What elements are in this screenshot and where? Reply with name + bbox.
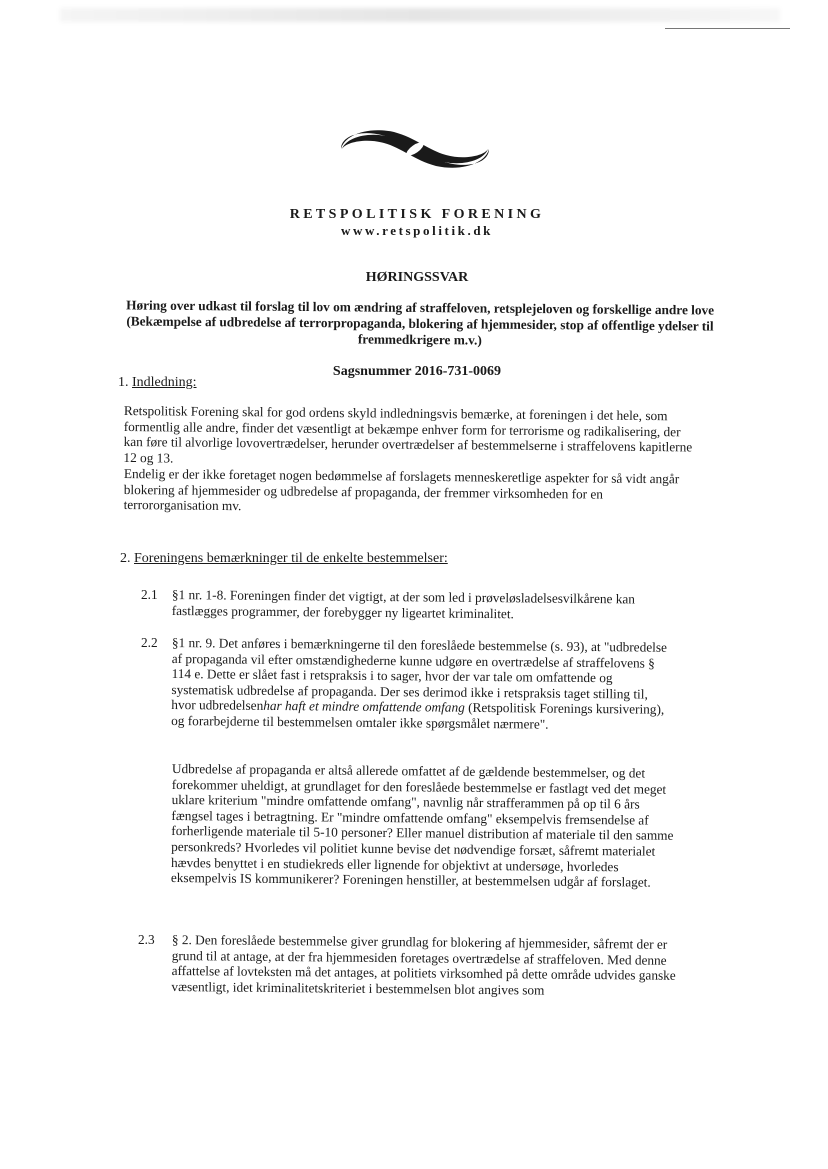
item-text-part: §1 nr. 9. Det anføres i bemærkningerne til den foreslåede bestemmelse (s. 93), at "udbredelse af propaganda vil efter omstændighederne kunne udgøre en overtrædelse af straffelovens § 114 e. Dette er slået fast i retspraksis i to sager, hvor der var tale om omfattende og systematisk udbredelse af propaganda. Der ses derimod ikke i retspraksis taget stilling til, hvor udbredelsen <box>171 635 668 714</box>
section-title: Indledning: <box>132 375 197 390</box>
section-number: 1. <box>118 375 129 390</box>
case-number: Sagsnummer 2016-731-0069 <box>332 364 502 379</box>
item-text-italic: har haft et mindre omfattende omfang <box>263 698 465 716</box>
document-type: HØRINGSSVAR <box>365 270 469 285</box>
item-number: 2.1 <box>141 587 158 602</box>
scan-shadow <box>60 8 780 22</box>
item-text <box>171 635 672 733</box>
organization-name: RETSPOLITISK FORENING <box>289 207 545 222</box>
section-title: Foreningens bemærkninger til de enkelte bestemmelser: <box>134 551 448 566</box>
section-2-heading <box>120 551 448 567</box>
scan-line <box>665 28 790 29</box>
organization-url: www.retspolitik.dk <box>340 223 494 238</box>
item-text-continued: Udbredelse af propaganda er altså allerede omfattet af de gældende bestemmelser, og det forekommer uheldigt, at grundlaget for den foreslåede bestemmelse er fastlagt ved det meget uklare kriterium "mindre omfattende omfang", navnlig når strafferammen på op til 6 års fængsel tages i betragtning. Er "mindre omfattende omfang" eksempelvis fremsendelse af forherligende materiale til 5-10 personer? Eller manuel distribution af materiale til den samme personkreds? Hvorledes vil politiet kunne bevise det nødvendige forsæt, såfremt materialet hævdes benyttet i en studiekreds eller lignende for objektivt at undersøge, hvorledes eksempelvis IS kommunikerer? Foreningen henstiller, at bestemmelsen udgår af forslaget. <box>170 761 674 890</box>
section-number: 2. <box>120 551 131 566</box>
item-number: 2.3 <box>138 932 155 947</box>
intro-paragraph-1: Retspolitisk Forening skal for god ordens skyld indledningsvis bemærke, at foreningen i det hele, som formentlig alle andre, finder det væsentligt at bekæmpe enhver form for terrorisme og radikalisering, der kan føre til alvorlige lovovertrædelser, herunder overtrædelser af bestemmelserne i straffelovens kapitlerne 12 og 13. <box>123 403 693 466</box>
document-subject: Høring over udkast til forslag til lov om ændring af straffeloven, retsplejeloven og forskellige andre love (Bekæmpelse af udbredelse af terrorpropaganda, blokering af hjemmesider, stop af offentlige ydelser til fremmedkrigere m.v.) <box>126 297 715 348</box>
item-number: 2.2 <box>141 635 158 650</box>
item-text: § 2. Den foreslåede bestemmelse giver grundlag for blokering af hjemmesider, såfremt der er grund til at antage, at der fra hjemmesiden foretages overtrædelse af straffeloven. Med denne affattelse af lovteksten må det antages, at politiets virksomhed på dette område udvides ganske væsentligt, idet kriminalitetskriteriet i bestemmelsen blot angives som <box>171 932 676 998</box>
section-1-heading <box>118 375 197 391</box>
item-text-part: (Retspolitisk Forenings kursivering), og forarbejderne til bestemmelsen omtaler ikke spørgsmålet nærmere". <box>171 700 665 732</box>
item-text: §1 nr. 1-8. Foreningen finder det vigtigt, at der som led i prøveløsladelsesvilkårene kan fastlægges programmer, der forebygger ny ligeartet kriminalitet. <box>171 587 636 621</box>
intro-paragraph-2: Endelig er der ikke foretaget nogen bedømmelse af forslagets menneskeretlige aspekter for så vidt angår blokering af hjemmesider og udbredelse af propaganda, der fremmer virksomheden for en terrororganisation mv. <box>123 466 680 514</box>
organization-logo <box>336 124 494 174</box>
